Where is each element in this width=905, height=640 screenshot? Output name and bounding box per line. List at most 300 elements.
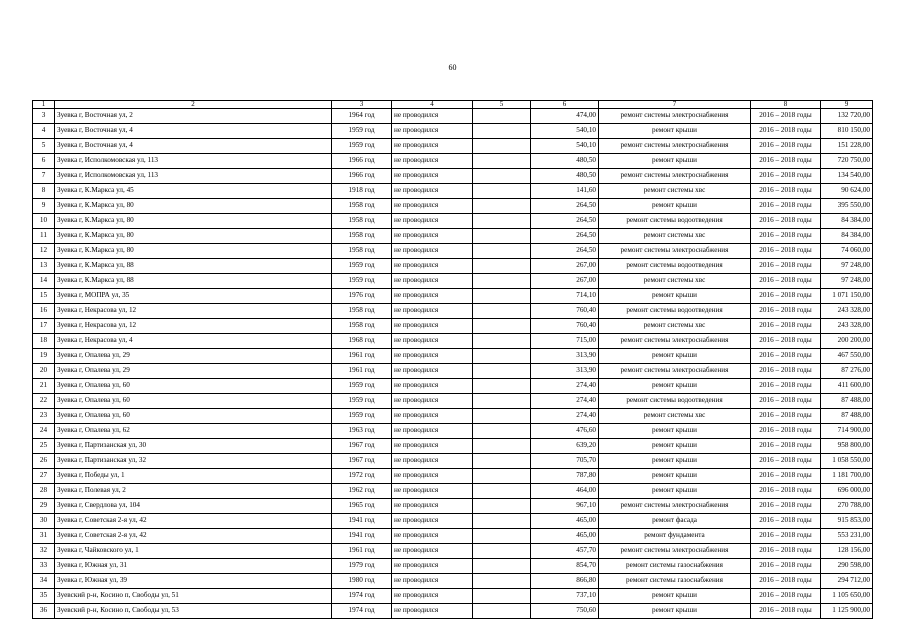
table-row (33, 514, 873, 529)
commission-year-cell: 1959 год (332, 379, 392, 394)
table-row (33, 484, 873, 499)
row-number: 13 (33, 259, 55, 274)
cost-cell: 132 720,00 (821, 109, 873, 124)
table-row (33, 544, 873, 559)
cost-cell: 553 231,00 (821, 529, 873, 544)
table-row (33, 289, 873, 304)
area-cell: 705,70 (531, 454, 599, 469)
area-cell: 639,20 (531, 439, 599, 454)
status-cell: не проводился (392, 154, 473, 169)
status-cell: не проводился (392, 424, 473, 439)
address-cell: Зуевка г, Южная ул, 39 (55, 574, 332, 589)
empty-cell (473, 379, 531, 394)
empty-cell (473, 229, 531, 244)
row-number: 20 (33, 364, 55, 379)
work-type-cell: ремонт крыши (599, 439, 751, 454)
commission-year-cell: 1966 год (332, 154, 392, 169)
row-number: 24 (33, 424, 55, 439)
commission-year-cell: 1941 год (332, 514, 392, 529)
empty-cell (473, 184, 531, 199)
work-type-cell: ремонт крыши (599, 199, 751, 214)
period-cell: 2016 – 2018 годы (751, 274, 821, 289)
empty-cell (473, 484, 531, 499)
table-row (33, 574, 873, 589)
address-cell: Зуевка г, Опалева ул, 62 (55, 424, 332, 439)
period-cell: 2016 – 2018 годы (751, 529, 821, 544)
commission-year-cell: 1976 год (332, 289, 392, 304)
table-row (33, 154, 873, 169)
row-number: 3 (33, 109, 55, 124)
table-row (33, 319, 873, 334)
period-cell: 2016 – 2018 годы (751, 199, 821, 214)
address-cell: Зуевка г, Партизанская ул, 30 (55, 439, 332, 454)
address-cell: Зуевка г, Свердлова ул, 104 (55, 499, 332, 514)
period-cell: 2016 – 2018 годы (751, 214, 821, 229)
period-cell: 2016 – 2018 годы (751, 244, 821, 259)
work-type-cell: ремонт крыши (599, 379, 751, 394)
row-number: 4 (33, 124, 55, 139)
status-cell: не проводился (392, 304, 473, 319)
status-cell: не проводился (392, 514, 473, 529)
period-cell: 2016 – 2018 годы (751, 229, 821, 244)
table-row (33, 559, 873, 574)
row-number: 15 (33, 289, 55, 304)
table-row (33, 469, 873, 484)
work-type-cell: ремонт системы хвс (599, 409, 751, 424)
work-type-cell: ремонт системы водоотведения (599, 259, 751, 274)
table-row (33, 454, 873, 469)
address-cell: Зуевка г, Партизанская ул, 32 (55, 454, 332, 469)
period-cell: 2016 – 2018 годы (751, 379, 821, 394)
area-cell: 464,00 (531, 484, 599, 499)
cost-cell: 87 488,00 (821, 409, 873, 424)
row-number: 29 (33, 499, 55, 514)
work-type-cell: ремонт крыши (599, 469, 751, 484)
table-row (33, 364, 873, 379)
period-cell: 2016 – 2018 годы (751, 349, 821, 364)
column-number: 5 (473, 101, 531, 109)
row-number: 5 (33, 139, 55, 154)
commission-year-cell: 1961 год (332, 544, 392, 559)
status-cell: не проводился (392, 439, 473, 454)
cost-cell: 200 200,00 (821, 334, 873, 349)
table-row (33, 169, 873, 184)
row-number: 16 (33, 304, 55, 319)
cost-cell: 714 900,00 (821, 424, 873, 439)
empty-cell (473, 529, 531, 544)
empty-cell (473, 334, 531, 349)
area-cell: 274,40 (531, 409, 599, 424)
work-type-cell: ремонт системы хвс (599, 319, 751, 334)
status-cell: не проводился (392, 589, 473, 604)
status-cell: не проводился (392, 499, 473, 514)
address-cell: Зуевка г, Исполкомовская ул, 113 (55, 154, 332, 169)
cost-cell: 1 125 900,00 (821, 604, 873, 619)
table-body (33, 109, 873, 619)
empty-cell (473, 199, 531, 214)
status-cell: не проводился (392, 529, 473, 544)
address-cell: Зуевка г, Опалева ул, 60 (55, 379, 332, 394)
area-cell: 313,90 (531, 349, 599, 364)
commission-year-cell: 1980 год (332, 574, 392, 589)
table-row (33, 214, 873, 229)
work-type-cell: ремонт крыши (599, 454, 751, 469)
table-row (33, 499, 873, 514)
area-cell: 540,10 (531, 124, 599, 139)
period-cell: 2016 – 2018 годы (751, 514, 821, 529)
table-row (33, 529, 873, 544)
commission-year-cell: 1959 год (332, 394, 392, 409)
column-number: 2 (55, 101, 332, 109)
area-cell: 787,80 (531, 469, 599, 484)
empty-cell (473, 154, 531, 169)
period-cell: 2016 – 2018 годы (751, 139, 821, 154)
column-number: 6 (531, 101, 599, 109)
status-cell: не проводился (392, 259, 473, 274)
cost-cell: 467 550,00 (821, 349, 873, 364)
address-cell: Зуевка г, Опалева ул, 29 (55, 349, 332, 364)
cost-cell: 90 624,00 (821, 184, 873, 199)
status-cell: не проводился (392, 184, 473, 199)
area-cell: 465,00 (531, 529, 599, 544)
table-row (33, 304, 873, 319)
status-cell: не проводился (392, 274, 473, 289)
work-type-cell: ремонт фундамента (599, 529, 751, 544)
address-cell: Зуевка г, Полевая ул, 2 (55, 484, 332, 499)
empty-cell (473, 364, 531, 379)
work-type-cell: ремонт фасада (599, 514, 751, 529)
cost-cell: 134 540,00 (821, 169, 873, 184)
status-cell: не проводился (392, 394, 473, 409)
area-cell: 264,50 (531, 244, 599, 259)
table-row (33, 124, 873, 139)
column-number: 7 (599, 101, 751, 109)
address-cell: Зуевка г, Советская 2-я ул, 42 (55, 529, 332, 544)
table-row (33, 439, 873, 454)
table-row (33, 604, 873, 619)
cost-cell: 97 248,00 (821, 274, 873, 289)
address-cell: Зуевка г, Опалева ул, 29 (55, 364, 332, 379)
empty-cell (473, 424, 531, 439)
commission-year-cell: 1965 год (332, 499, 392, 514)
cost-cell: 84 384,00 (821, 214, 873, 229)
empty-cell (473, 274, 531, 289)
work-type-cell: ремонт крыши (599, 349, 751, 364)
empty-cell (473, 409, 531, 424)
area-cell: 274,40 (531, 394, 599, 409)
area-cell: 480,50 (531, 169, 599, 184)
row-number: 33 (33, 559, 55, 574)
column-number: 4 (392, 101, 473, 109)
work-type-cell: ремонт системы газоснабжения (599, 559, 751, 574)
empty-cell (473, 574, 531, 589)
commission-year-cell: 1959 год (332, 139, 392, 154)
area-cell: 465,00 (531, 514, 599, 529)
row-number: 25 (33, 439, 55, 454)
row-number: 35 (33, 589, 55, 604)
address-cell: Зуевка г, МОПРА ул, 35 (55, 289, 332, 304)
commission-year-cell: 1964 год (332, 109, 392, 124)
work-type-cell: ремонт крыши (599, 589, 751, 604)
cost-cell: 243 328,00 (821, 304, 873, 319)
empty-cell (473, 139, 531, 154)
work-type-cell: ремонт крыши (599, 289, 751, 304)
work-type-cell: ремонт системы электроснабжения (599, 544, 751, 559)
column-number: 9 (821, 101, 873, 109)
empty-cell (473, 589, 531, 604)
row-number: 12 (33, 244, 55, 259)
period-cell: 2016 – 2018 годы (751, 109, 821, 124)
work-type-cell: ремонт крыши (599, 124, 751, 139)
table-row (33, 424, 873, 439)
area-cell: 267,00 (531, 259, 599, 274)
address-cell: Зуевка г, Опалева ул, 60 (55, 394, 332, 409)
status-cell: не проводился (392, 139, 473, 154)
commission-year-cell: 1918 год (332, 184, 392, 199)
period-cell: 2016 – 2018 годы (751, 184, 821, 199)
work-type-cell: ремонт системы хвс (599, 274, 751, 289)
cost-cell: 87 276,00 (821, 364, 873, 379)
status-cell: не проводился (392, 289, 473, 304)
area-cell: 866,80 (531, 574, 599, 589)
empty-cell (473, 289, 531, 304)
address-cell: Зуевка г, К.Маркса ул, 80 (55, 199, 332, 214)
empty-cell (473, 304, 531, 319)
cost-cell: 395 550,00 (821, 199, 873, 214)
empty-cell (473, 499, 531, 514)
row-number: 21 (33, 379, 55, 394)
empty-cell (473, 469, 531, 484)
row-number: 23 (33, 409, 55, 424)
empty-cell (473, 214, 531, 229)
page-number: 60 (448, 63, 457, 72)
commission-year-cell: 1967 год (332, 454, 392, 469)
period-cell: 2016 – 2018 годы (751, 259, 821, 274)
row-number: 31 (33, 529, 55, 544)
address-cell: Зуевка г, Южная ул, 31 (55, 559, 332, 574)
cost-cell: 915 853,00 (821, 514, 873, 529)
address-cell: Зуевка г, Восточная ул, 4 (55, 139, 332, 154)
period-cell: 2016 – 2018 годы (751, 454, 821, 469)
cost-cell: 1 181 700,00 (821, 469, 873, 484)
row-number: 18 (33, 334, 55, 349)
status-cell: не проводился (392, 214, 473, 229)
status-cell: не проводился (392, 199, 473, 214)
column-number-row (33, 101, 873, 109)
period-cell: 2016 – 2018 годы (751, 304, 821, 319)
repair-register-table (32, 100, 873, 619)
row-number: 27 (33, 469, 55, 484)
cost-cell: 290 598,00 (821, 559, 873, 574)
status-cell: не проводился (392, 334, 473, 349)
commission-year-cell: 1958 год (332, 214, 392, 229)
work-type-cell: ремонт системы электроснабжения (599, 334, 751, 349)
address-cell: Зуевка г, Чайковского ул, 1 (55, 544, 332, 559)
address-cell: Зуевка г, Некрасова ул, 12 (55, 304, 332, 319)
empty-cell (473, 124, 531, 139)
work-type-cell: ремонт крыши (599, 604, 751, 619)
work-type-cell: ремонт системы электроснабжения (599, 244, 751, 259)
table-row (33, 244, 873, 259)
table-row (33, 199, 873, 214)
work-type-cell: ремонт системы хвс (599, 229, 751, 244)
address-cell: Зуевка г, К.Маркса ул, 80 (55, 229, 332, 244)
status-cell: не проводился (392, 319, 473, 334)
cost-cell: 958 800,00 (821, 439, 873, 454)
table-row (33, 139, 873, 154)
area-cell: 264,50 (531, 214, 599, 229)
commission-year-cell: 1963 год (332, 424, 392, 439)
row-number: 22 (33, 394, 55, 409)
commission-year-cell: 1968 год (332, 334, 392, 349)
cost-cell: 74 060,00 (821, 244, 873, 259)
column-number: 3 (332, 101, 392, 109)
table-row (33, 334, 873, 349)
row-number: 6 (33, 154, 55, 169)
area-cell: 267,00 (531, 274, 599, 289)
work-type-cell: ремонт системы водоотведения (599, 394, 751, 409)
status-cell: не проводился (392, 349, 473, 364)
row-number: 19 (33, 349, 55, 364)
row-number: 8 (33, 184, 55, 199)
period-cell: 2016 – 2018 годы (751, 394, 821, 409)
address-cell: Зуевка г, Некрасова ул, 12 (55, 319, 332, 334)
work-type-cell: ремонт системы водоотведения (599, 304, 751, 319)
empty-cell (473, 109, 531, 124)
commission-year-cell: 1958 год (332, 319, 392, 334)
period-cell: 2016 – 2018 годы (751, 319, 821, 334)
address-cell: Зуевка г, Советская 2-я ул, 42 (55, 514, 332, 529)
table-row (33, 109, 873, 124)
table-header (33, 101, 873, 109)
work-type-cell: ремонт системы электроснабжения (599, 499, 751, 514)
status-cell: не проводился (392, 109, 473, 124)
period-cell: 2016 – 2018 годы (751, 169, 821, 184)
address-cell: Зуевка г, Исполкомовская ул, 113 (55, 169, 332, 184)
cost-cell: 97 248,00 (821, 259, 873, 274)
commission-year-cell: 1941 год (332, 529, 392, 544)
cost-cell: 87 488,00 (821, 394, 873, 409)
empty-cell (473, 319, 531, 334)
empty-cell (473, 244, 531, 259)
area-cell: 760,40 (531, 319, 599, 334)
work-type-cell: ремонт крыши (599, 154, 751, 169)
cost-cell: 1 071 150,00 (821, 289, 873, 304)
cost-cell: 810 150,00 (821, 124, 873, 139)
row-number: 9 (33, 199, 55, 214)
cost-cell: 696 000,00 (821, 484, 873, 499)
table-row (33, 589, 873, 604)
period-cell: 2016 – 2018 годы (751, 574, 821, 589)
period-cell: 2016 – 2018 годы (751, 544, 821, 559)
area-cell: 737,10 (531, 589, 599, 604)
period-cell: 2016 – 2018 годы (751, 484, 821, 499)
area-cell: 313,90 (531, 364, 599, 379)
status-cell: не проводился (392, 559, 473, 574)
status-cell: не проводился (392, 484, 473, 499)
address-cell: Зуевка г, К.Маркса ул, 80 (55, 244, 332, 259)
empty-cell (473, 604, 531, 619)
status-cell: не проводился (392, 454, 473, 469)
status-cell: не проводился (392, 379, 473, 394)
status-cell: не проводился (392, 544, 473, 559)
commission-year-cell: 1972 год (332, 469, 392, 484)
commission-year-cell: 1959 год (332, 259, 392, 274)
cost-cell: 151 228,00 (821, 139, 873, 154)
area-cell: 480,50 (531, 154, 599, 169)
area-cell: 715,00 (531, 334, 599, 349)
status-cell: не проводился (392, 229, 473, 244)
cost-cell: 243 328,00 (821, 319, 873, 334)
row-number: 30 (33, 514, 55, 529)
row-number: 11 (33, 229, 55, 244)
table-row (33, 184, 873, 199)
table-row (33, 229, 873, 244)
row-number: 10 (33, 214, 55, 229)
address-cell: Зуевский р-н, Косино п, Свободы ул, 53 (55, 604, 332, 619)
area-cell: 274,40 (531, 379, 599, 394)
commission-year-cell: 1959 год (332, 124, 392, 139)
cost-cell: 270 788,00 (821, 499, 873, 514)
commission-year-cell: 1959 год (332, 409, 392, 424)
row-number: 14 (33, 274, 55, 289)
period-cell: 2016 – 2018 годы (751, 499, 821, 514)
commission-year-cell: 1958 год (332, 199, 392, 214)
empty-cell (473, 169, 531, 184)
empty-cell (473, 454, 531, 469)
status-cell: не проводился (392, 124, 473, 139)
cost-cell: 84 384,00 (821, 229, 873, 244)
empty-cell (473, 259, 531, 274)
row-number: 32 (33, 544, 55, 559)
period-cell: 2016 – 2018 годы (751, 469, 821, 484)
empty-cell (473, 559, 531, 574)
status-cell: не проводился (392, 364, 473, 379)
commission-year-cell: 1974 год (332, 604, 392, 619)
row-number: 36 (33, 604, 55, 619)
work-type-cell: ремонт системы газоснабжения (599, 574, 751, 589)
period-cell: 2016 – 2018 годы (751, 154, 821, 169)
empty-cell (473, 544, 531, 559)
commission-year-cell: 1958 год (332, 244, 392, 259)
period-cell: 2016 – 2018 годы (751, 559, 821, 574)
commission-year-cell: 1958 год (332, 304, 392, 319)
address-cell: Зуевский р-н, Косино п, Свободы ул, 51 (55, 589, 332, 604)
commission-year-cell: 1958 год (332, 229, 392, 244)
row-number: 28 (33, 484, 55, 499)
work-type-cell: ремонт системы электроснабжения (599, 169, 751, 184)
table-row (33, 349, 873, 364)
period-cell: 2016 – 2018 годы (751, 409, 821, 424)
address-cell: Зуевка г, К.Маркса ул, 88 (55, 274, 332, 289)
commission-year-cell: 1961 год (332, 349, 392, 364)
commission-year-cell: 1962 год (332, 484, 392, 499)
commission-year-cell: 1966 год (332, 169, 392, 184)
row-number: 34 (33, 574, 55, 589)
work-type-cell: ремонт системы электроснабжения (599, 139, 751, 154)
status-cell: не проводился (392, 574, 473, 589)
area-cell: 714,10 (531, 289, 599, 304)
address-cell: Зуевка г, К.Маркса ул, 45 (55, 184, 332, 199)
area-cell: 474,00 (531, 109, 599, 124)
cost-cell: 720 750,00 (821, 154, 873, 169)
area-cell: 264,50 (531, 199, 599, 214)
commission-year-cell: 1979 год (332, 559, 392, 574)
area-cell: 264,50 (531, 229, 599, 244)
empty-cell (473, 349, 531, 364)
address-cell: Зуевка г, Некрасова ул, 4 (55, 334, 332, 349)
work-type-cell: ремонт системы электроснабжения (599, 109, 751, 124)
